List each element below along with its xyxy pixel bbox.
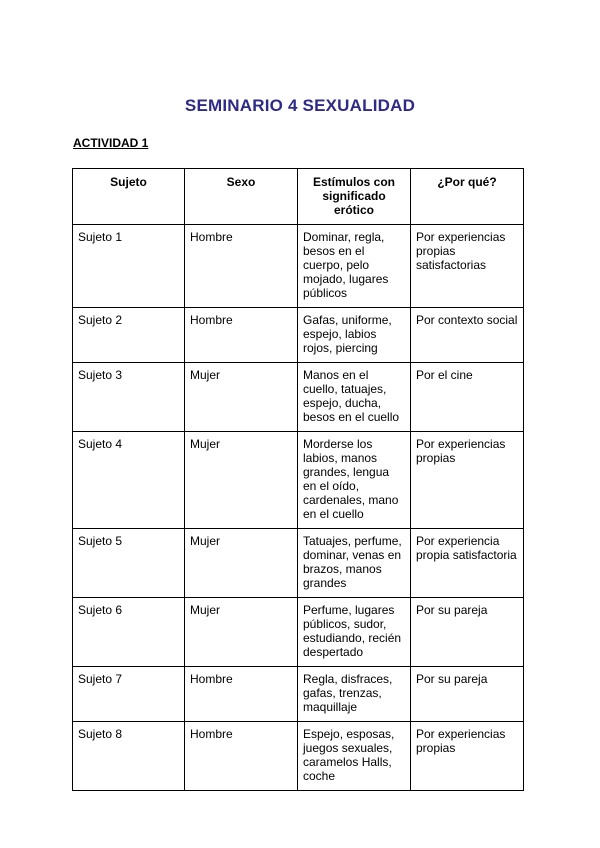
cell-sexo: Hombre bbox=[185, 225, 298, 308]
cell-sujeto: Sujeto 1 bbox=[73, 225, 185, 308]
table-row bbox=[73, 667, 524, 722]
column-header-sujeto: Sujeto bbox=[73, 169, 185, 225]
cell-sexo: Mujer bbox=[185, 529, 298, 598]
cell-sujeto: Sujeto 6 bbox=[73, 598, 185, 667]
table-row bbox=[73, 225, 524, 308]
column-header-sexo: Sexo bbox=[185, 169, 298, 225]
cell-por-que: Por su pareja bbox=[411, 598, 524, 667]
cell-estimulos: Tatuajes, perfume, dominar, venas en brazos, manos grandes bbox=[298, 529, 411, 598]
column-header-por-que: ¿Por qué? bbox=[411, 169, 524, 225]
table-row bbox=[73, 598, 524, 667]
cell-por-que: Por experiencias propias bbox=[411, 722, 524, 791]
cell-sujeto: Sujeto 4 bbox=[73, 432, 185, 529]
table-row bbox=[73, 722, 524, 791]
cell-sujeto: Sujeto 5 bbox=[73, 529, 185, 598]
column-header-estimulos: Estímulos con significado erótico bbox=[298, 169, 411, 225]
cell-sujeto: Sujeto 3 bbox=[73, 363, 185, 432]
cell-estimulos: Dominar, regla, besos en el cuerpo, pelo mojado, lugares públicos bbox=[298, 225, 411, 308]
section-heading: ACTIVIDAD 1 bbox=[73, 136, 149, 150]
cell-por-que: Por experiencia propia satisfactoria bbox=[411, 529, 524, 598]
cell-sexo: Mujer bbox=[185, 432, 298, 529]
cell-sexo: Mujer bbox=[185, 363, 298, 432]
table-row bbox=[73, 529, 524, 598]
cell-por-que: Por su pareja bbox=[411, 667, 524, 722]
cell-sexo: Hombre bbox=[185, 667, 298, 722]
cell-sexo: Hombre bbox=[185, 308, 298, 363]
cell-sujeto: Sujeto 7 bbox=[73, 667, 185, 722]
cell-estimulos: Espejo, esposas, juegos sexuales, caramelos Halls, coche bbox=[298, 722, 411, 791]
table-row bbox=[73, 308, 524, 363]
cell-sexo: Mujer bbox=[185, 598, 298, 667]
cell-por-que: Por experiencias propias satisfactorias bbox=[411, 225, 524, 308]
cell-estimulos: Gafas, uniforme, espejo, labios rojos, piercing bbox=[298, 308, 411, 363]
survey-table bbox=[72, 168, 524, 791]
cell-sexo: Hombre bbox=[185, 722, 298, 791]
cell-sujeto: Sujeto 2 bbox=[73, 308, 185, 363]
cell-por-que: Por experiencias propias bbox=[411, 432, 524, 529]
cell-estimulos: Perfume, lugares públicos, sudor, estudiando, recién despertado bbox=[298, 598, 411, 667]
cell-estimulos: Morderse los labios, manos grandes, lengua en el oído, cardenales, mano en el cuello bbox=[298, 432, 411, 529]
cell-por-que: Por contexto social bbox=[411, 308, 524, 363]
cell-sujeto: Sujeto 8 bbox=[73, 722, 185, 791]
cell-por-que: Por el cine bbox=[411, 363, 524, 432]
table-row bbox=[73, 432, 524, 529]
table-header-row bbox=[73, 169, 524, 225]
cell-estimulos: Regla, disfraces, gafas, trenzas, maquillaje bbox=[298, 667, 411, 722]
table-row bbox=[73, 363, 524, 432]
cell-estimulos: Manos en el cuello, tatuajes, espejo, ducha, besos en el cuello bbox=[298, 363, 411, 432]
page-title: SEMINARIO 4 SEXUALIDAD bbox=[184, 96, 416, 115]
